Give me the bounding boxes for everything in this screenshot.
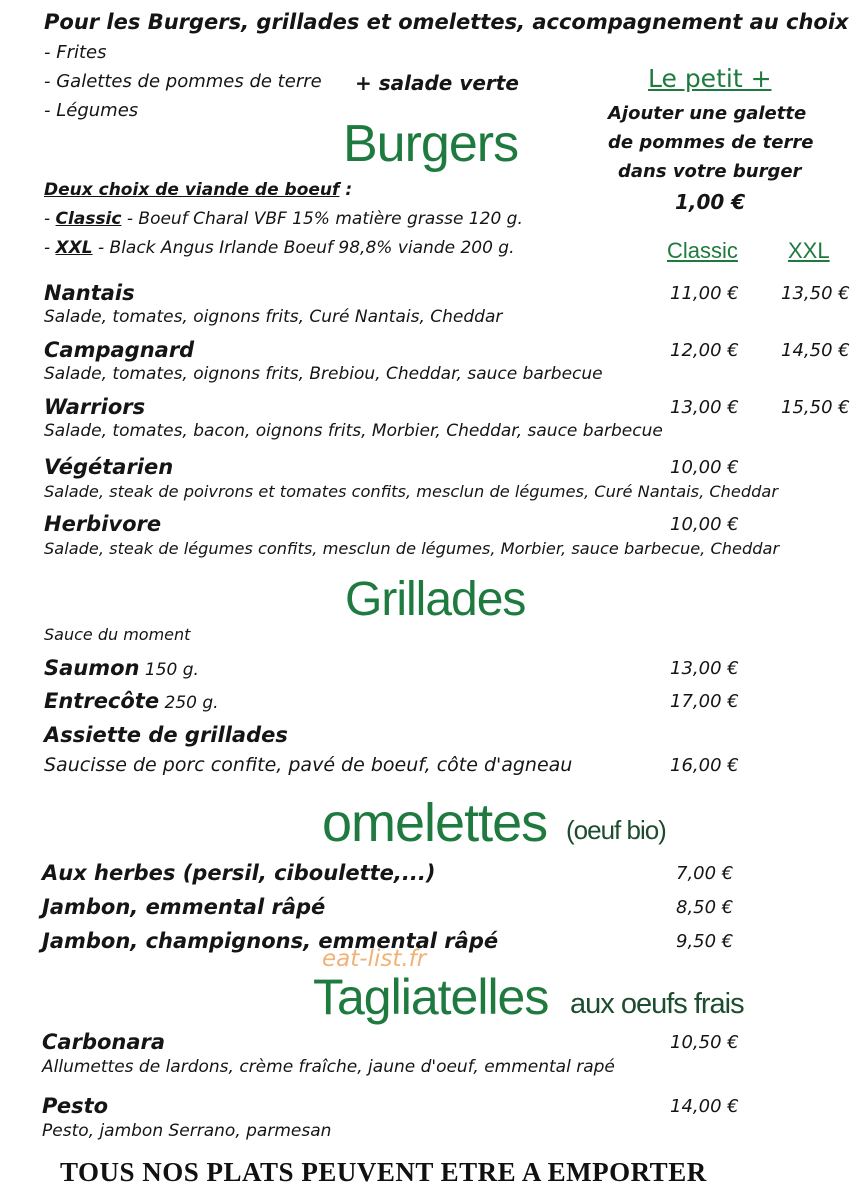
grillade-name: Entrecôte <box>44 689 160 713</box>
side-fries: - Frites <box>44 42 107 63</box>
burger-xxl-price: 14,50 € <box>781 340 850 361</box>
side-galettes: - Galettes de pommes de terre <box>44 71 322 92</box>
burger-desc: Salade, steak de légumes confits, mesclun de légumes, Morbier, sauce barbecue, Cheddar <box>44 539 780 558</box>
petit-plus-price: 1,00 € <box>675 190 746 214</box>
footer-takeaway: TOUS NOS PLATS PEUVENT ETRE A EMPORTER <box>60 1157 707 1187</box>
meat-classic-line <box>44 209 523 229</box>
burger-xxl-price: 15,50 € <box>781 397 850 418</box>
tagliatelles-heading: Tagliatelles <box>313 969 549 1025</box>
meat-choice-colon: : <box>339 180 353 200</box>
grillade-weight: 250 g. <box>159 693 219 713</box>
burger-name: Nantais <box>44 281 135 305</box>
burger-classic-price: 12,00 € <box>670 340 739 361</box>
burger-classic-price: 10,00 € <box>670 514 739 535</box>
burger-name: Campagnard <box>44 338 195 362</box>
meat-xxl-prefix: - <box>44 238 56 258</box>
omelette-price: 7,00 € <box>676 863 734 884</box>
tagliatelle-desc: Allumettes de lardons, crème fraîche, jaune d'oeuf, emmental rapé <box>42 1057 615 1077</box>
meat-classic-prefix: - <box>44 209 56 229</box>
burger-classic-price: 11,00 € <box>670 283 739 304</box>
tagliatelle-name: Carbonara <box>42 1030 166 1054</box>
meat-xxl-label: XXL <box>55 238 93 258</box>
tagliatelle-name: Pesto <box>42 1094 109 1118</box>
grillade-price: 16,00 € <box>670 755 739 776</box>
meat-choice-title <box>44 180 352 200</box>
tagliatelle-price: 14,00 € <box>670 1096 739 1117</box>
petit-plus-title: Le petit + <box>648 64 772 93</box>
grillade-item <box>44 656 199 680</box>
burgers-heading: Burgers <box>343 115 519 173</box>
omelettes-sub: (oeuf bio) <box>566 815 666 845</box>
grillade-name: Saumon <box>44 656 140 680</box>
burger-xxl-price: 13,50 € <box>781 283 850 304</box>
burger-classic-price: 13,00 € <box>670 397 739 418</box>
grillade-desc: Saucisse de porc confite, pavé de boeuf, côte d'agneau <box>44 754 573 776</box>
grillade-weight: 150 g. <box>139 660 199 680</box>
grillades-heading: Grillades <box>345 573 526 626</box>
burger-classic-price: 10,00 € <box>670 457 739 478</box>
tagliatelles-sub: aux oeufs frais <box>570 988 744 1020</box>
col-classic-header: Classic <box>667 238 738 263</box>
burger-name: Végétarien <box>44 455 174 479</box>
watermark: eat-list.fr <box>322 946 427 972</box>
omelettes-heading: omelettes <box>322 793 548 853</box>
omelette-name: Jambon, champignons, emmental râpé <box>42 929 499 953</box>
grillade-price: 13,00 € <box>670 658 739 679</box>
petit-plus-line2: de pommes de terre <box>608 132 814 153</box>
burger-desc: Salade, tomates, oignons frits, Curé Nantais, Cheddar <box>44 307 503 327</box>
tagliatelle-price: 10,50 € <box>670 1032 739 1053</box>
burger-desc: Salade, tomates, bacon, oignons frits, Morbier, Cheddar, sauce barbecue <box>44 421 663 441</box>
grillade-price: 17,00 € <box>670 691 739 712</box>
meat-xxl-line <box>44 238 515 258</box>
burger-desc: Salade, steak de poivrons et tomates confits, mesclun de légumes, Curé Nantais, Cheddar <box>44 482 779 501</box>
meat-xxl-text: - Black Angus Irlande Boeuf 98,8% viande 200 g. <box>92 238 515 258</box>
omelette-price: 8,50 € <box>676 897 734 918</box>
petit-plus-line3: dans votre burger <box>618 161 802 182</box>
meat-choice-label: Deux choix de viande de boeuf <box>44 180 340 200</box>
grillades-sauce: Sauce du moment <box>44 625 191 644</box>
side-vegetables: - Légumes <box>44 100 139 121</box>
intro-title: Pour les Burgers, grillades et omelettes, accompagnement au choix <box>44 10 849 34</box>
grillade-name: Assiette de grillades <box>44 723 288 747</box>
grillade-item <box>44 689 219 713</box>
meat-classic-label: Classic <box>55 209 122 229</box>
omelette-price: 9,50 € <box>676 931 734 952</box>
tagliatelle-desc: Pesto, jambon Serrano, parmesan <box>42 1121 332 1141</box>
meat-classic-text: - Boeuf Charal VBF 15% matière grasse 120 g. <box>121 209 523 229</box>
col-xxl-header: XXL <box>788 238 830 263</box>
burger-name: Warriors <box>44 395 146 419</box>
side-salad: + salade verte <box>355 71 519 95</box>
burger-desc: Salade, tomates, oignons frits, Brebiou, Cheddar, sauce barbecue <box>44 364 603 384</box>
petit-plus-line1: Ajouter une galette <box>608 103 807 124</box>
burger-name: Herbivore <box>44 512 162 536</box>
omelette-name: Aux herbes (persil, ciboulette,...) <box>42 861 436 885</box>
omelette-name: Jambon, emmental râpé <box>42 895 326 919</box>
